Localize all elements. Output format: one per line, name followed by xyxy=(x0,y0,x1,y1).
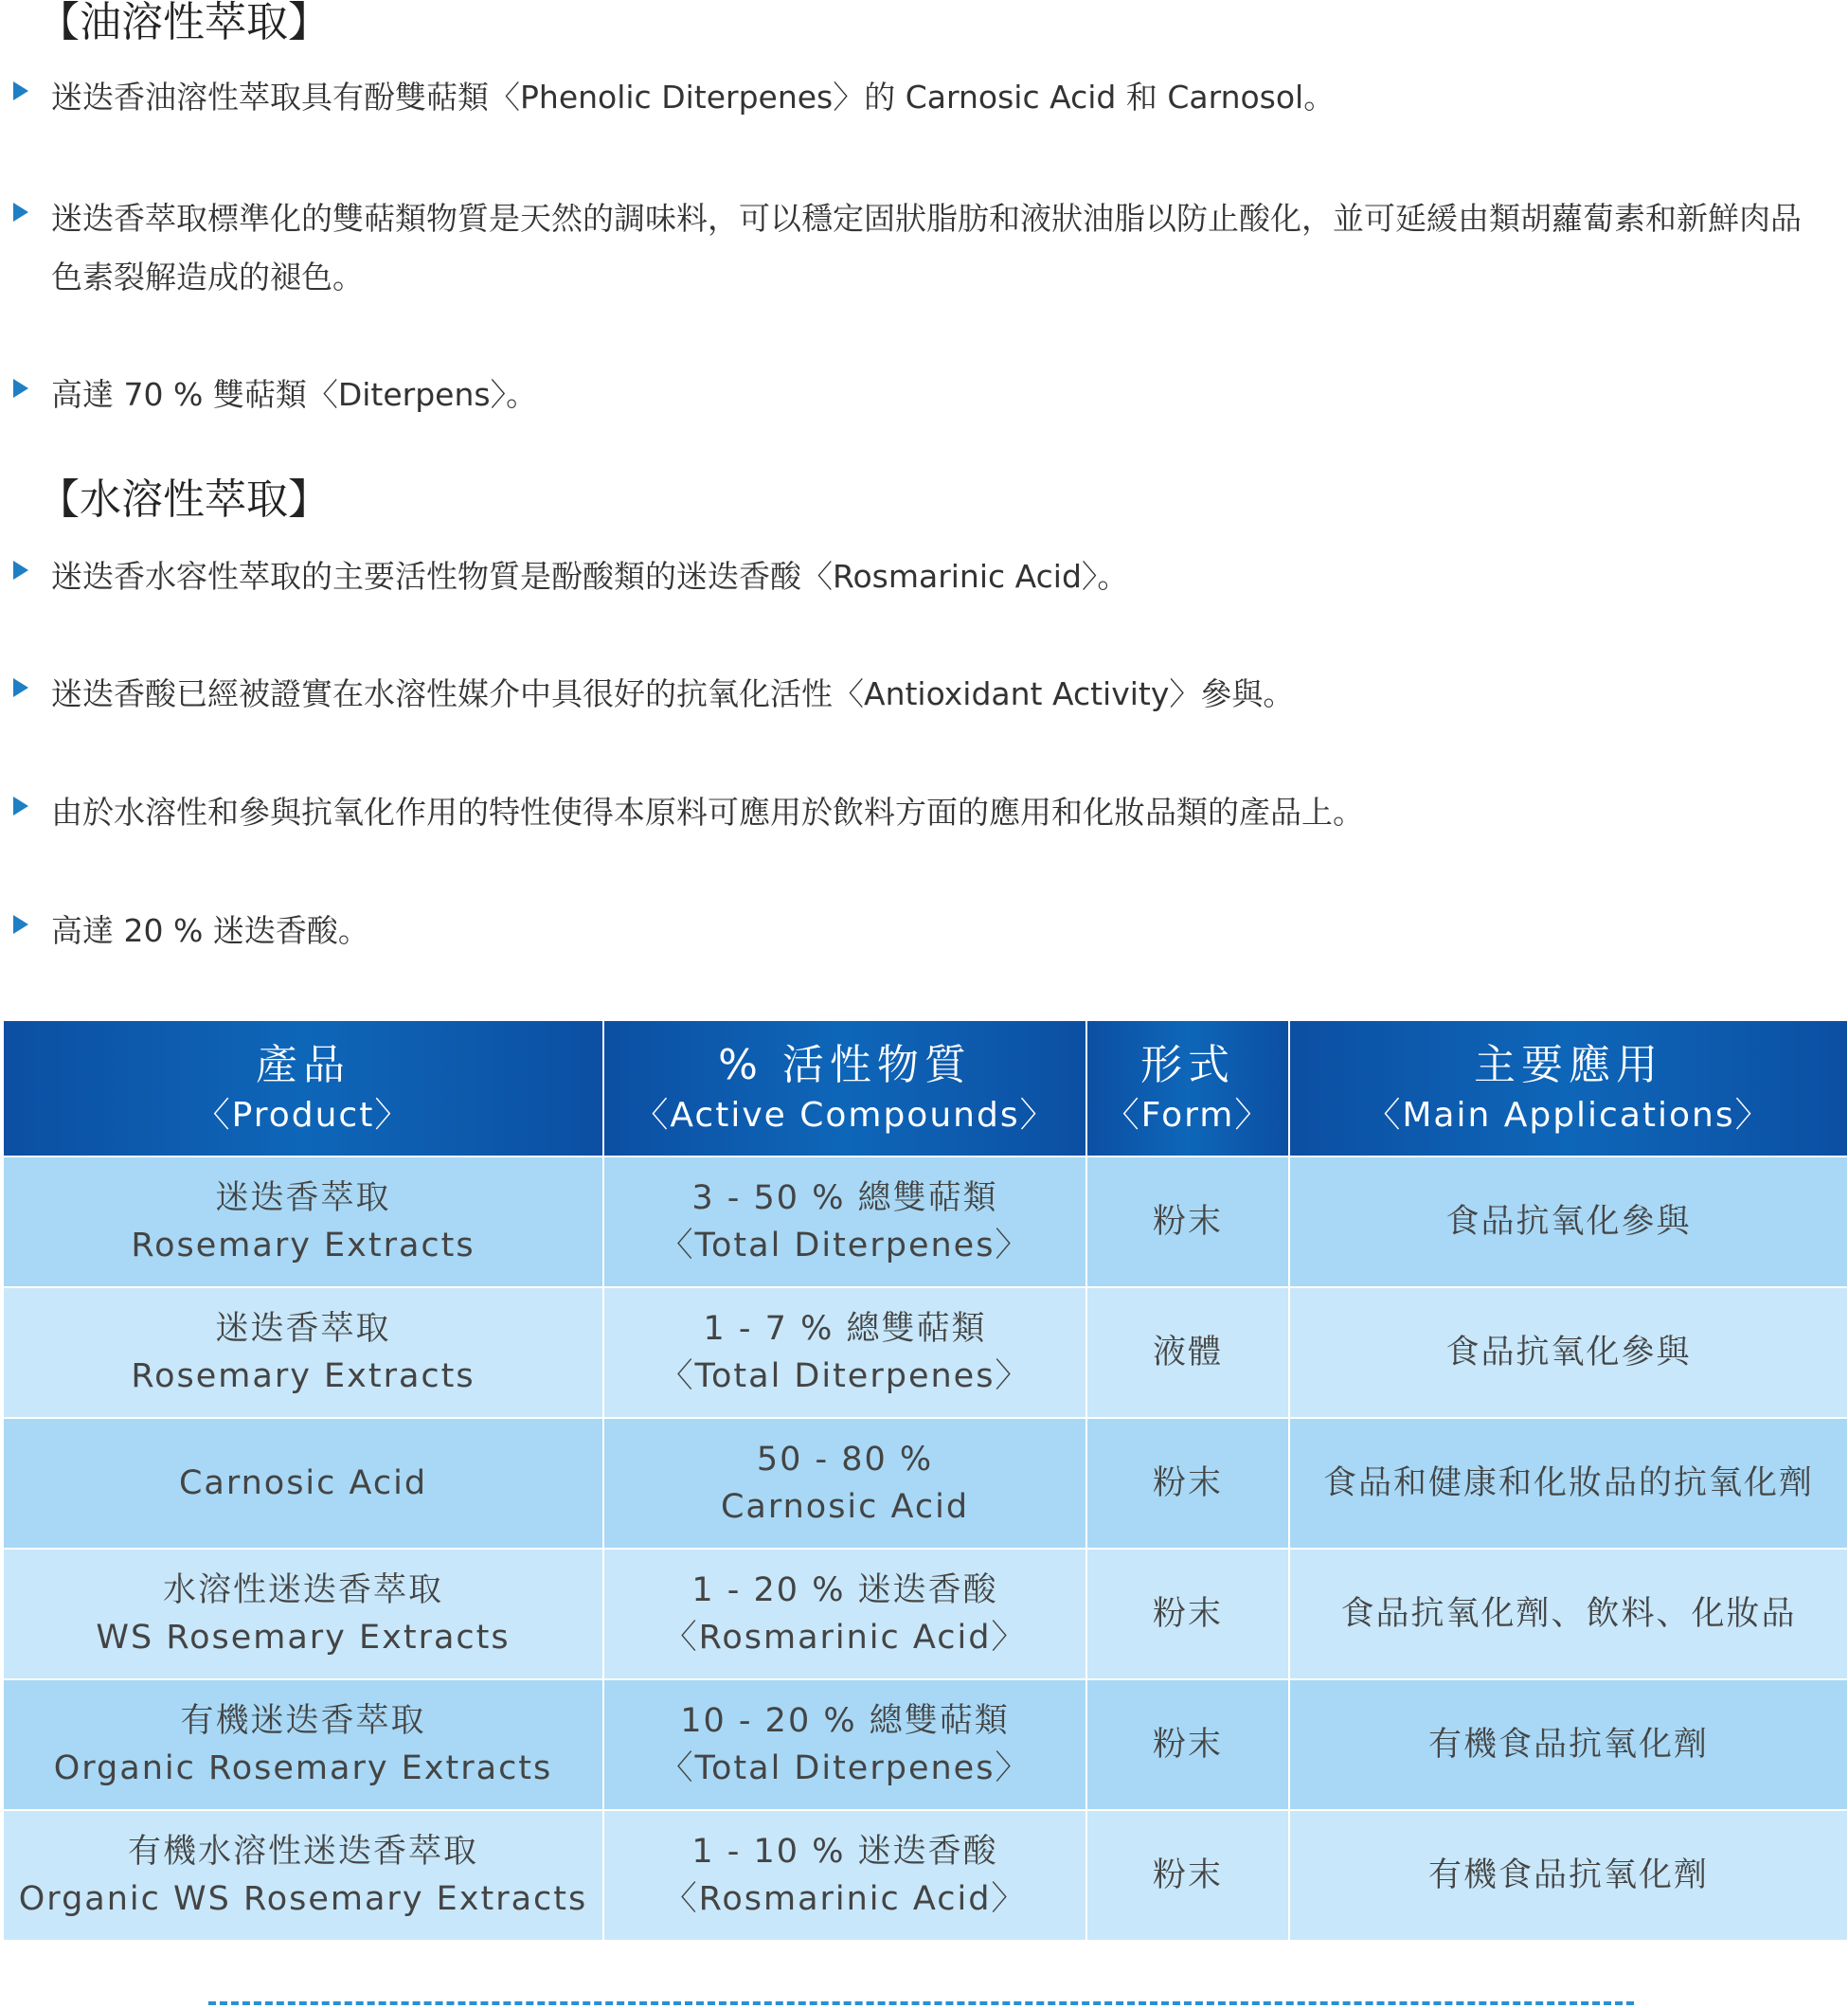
cell-active: 50 - 80 % Carnosic Acid xyxy=(603,1418,1086,1549)
bullet-text: 高達 20 % 迷迭香酸。 xyxy=(51,912,369,949)
oil-bullet-2 xyxy=(13,189,1832,307)
cell-product: 有機水溶性迷迭香萃取 Organic WS Rosemary Extracts xyxy=(3,1810,603,1941)
cell-form: 粉末 xyxy=(1086,1679,1289,1810)
water-bullet-2 xyxy=(13,665,1832,724)
bullet-text: 迷迭香油溶性萃取具有酚雙萜類〈Phenolic Diterpenes〉的 Carnosic Acid 和 Carnosol。 xyxy=(51,79,1336,116)
table-row xyxy=(3,1810,1848,1941)
cell-active: 1 - 20 % 迷迭香酸 〈Rosmarinic Acid〉 xyxy=(603,1549,1086,1679)
cell-active: 3 - 50 % 總雙萜類 〈Total Diterpenes〉 xyxy=(603,1156,1086,1287)
header-active-compounds: % 活性物質 〈Active Compounds〉 xyxy=(603,1020,1086,1156)
cell-active: 10 - 20 % 總雙萜類 〈Total Diterpenes〉 xyxy=(603,1679,1086,1810)
cell-product: 有機迷迭香萃取 Organic Rosemary Extracts xyxy=(3,1679,603,1810)
triangle-bullet-icon xyxy=(13,203,28,222)
triangle-bullet-icon xyxy=(13,561,28,580)
cell-application: 食品抗氧化參與 xyxy=(1289,1287,1848,1418)
cell-active: 1 - 7 % 總雙萜類 〈Total Diterpenes〉 xyxy=(603,1287,1086,1418)
bullet-text: 迷迭香水容性萃取的主要活性物質是酚酸類的迷迭香酸〈Rosmarinic Acid〉。 xyxy=(51,558,1129,595)
triangle-bullet-icon xyxy=(13,915,28,934)
cell-product: 迷迭香萃取 Rosemary Extracts xyxy=(3,1156,603,1287)
bullet-text: 高達 70 % 雙萜類〈Diterpens〉。 xyxy=(51,376,538,413)
oil-bullet-1 xyxy=(13,68,1832,127)
cell-application: 有機食品抗氧化劑 xyxy=(1289,1810,1848,1941)
water-section-title: 【水溶性萃取】 xyxy=(38,475,330,524)
water-bullet-4 xyxy=(13,902,1832,960)
table-row xyxy=(3,1549,1848,1679)
cell-application: 食品抗氧化劑、飲料、化妝品 xyxy=(1289,1549,1848,1679)
triangle-bullet-icon xyxy=(13,797,28,816)
cell-form: 粉末 xyxy=(1086,1810,1289,1941)
product-table xyxy=(2,1019,1848,1942)
cell-product: 水溶性迷迭香萃取 WS Rosemary Extracts xyxy=(3,1549,603,1679)
cell-form: 粉末 xyxy=(1086,1418,1289,1549)
bullet-text: 由於水溶性和參與抗氧化作用的特性使得本原料可應用於飲料方面的應用和化妝品類的產品上。 xyxy=(51,794,1364,831)
table-header-row xyxy=(3,1020,1848,1156)
header-form: 形式 〈Form〉 xyxy=(1086,1020,1289,1156)
cell-form: 液體 xyxy=(1086,1287,1289,1418)
table-row xyxy=(3,1679,1848,1810)
bullet-text: 迷迭香酸已經被證實在水溶性媒介中具很好的抗氧化活性〈Antioxidant Activity〉參與。 xyxy=(51,675,1295,712)
header-product: 產品 〈Product〉 xyxy=(3,1020,603,1156)
dashed-divider xyxy=(208,2001,1634,2005)
cell-application: 有機食品抗氧化劑 xyxy=(1289,1679,1848,1810)
cell-application: 食品和健康和化妝品的抗氧化劑 xyxy=(1289,1418,1848,1549)
cell-form: 粉末 xyxy=(1086,1156,1289,1287)
cell-active: 1 - 10 % 迷迭香酸 〈Rosmarinic Acid〉 xyxy=(603,1810,1086,1941)
table-row xyxy=(3,1156,1848,1287)
triangle-bullet-icon xyxy=(13,678,28,697)
triangle-bullet-icon xyxy=(13,81,28,100)
table-row xyxy=(3,1287,1848,1418)
water-bullet-1 xyxy=(13,547,1832,606)
bullet-text: 迷迭香萃取標準化的雙萜類物質是天然的調味料，可以穩定固狀脂肪和液狀油脂以防止酸化，並可延緩由類胡蘿蔔素和新鮮肉品色素裂解造成的褪色。 xyxy=(51,200,1802,296)
header-main-applications: 主要應用 〈Main Applications〉 xyxy=(1289,1020,1848,1156)
cell-application: 食品抗氧化參與 xyxy=(1289,1156,1848,1287)
table-row xyxy=(3,1418,1848,1549)
triangle-bullet-icon xyxy=(13,379,28,398)
water-bullet-3 xyxy=(13,783,1832,842)
cell-form: 粉末 xyxy=(1086,1549,1289,1679)
cell-product: 迷迭香萃取 Rosemary Extracts xyxy=(3,1287,603,1418)
oil-bullet-3 xyxy=(13,366,1832,424)
oil-section-title: 【油溶性萃取】 xyxy=(38,0,330,46)
cell-product: Carnosic Acid xyxy=(3,1418,603,1549)
